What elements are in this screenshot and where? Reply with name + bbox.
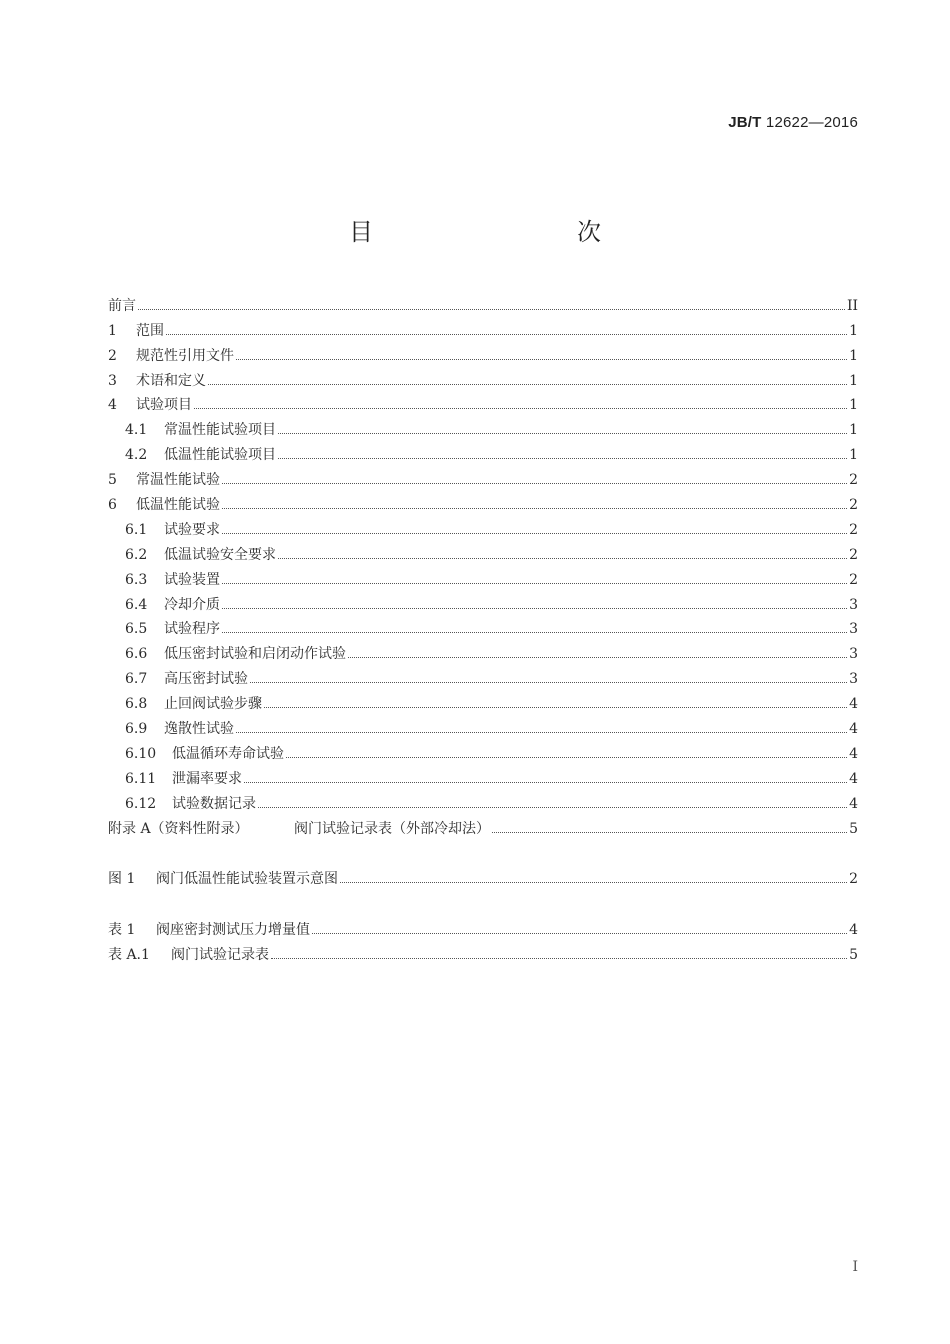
dot-leader xyxy=(244,781,847,783)
toc-entry-page: 5 xyxy=(849,820,858,837)
dot-leader xyxy=(258,806,847,808)
toc-entry-label: 泄漏率要求 xyxy=(172,770,242,787)
toc-entry[interactable] xyxy=(108,614,858,639)
toc-entry-number: 6.11 xyxy=(125,770,157,787)
toc-entry[interactable] xyxy=(108,688,858,713)
toc-entry-page: 3 xyxy=(849,596,858,613)
dot-leader xyxy=(236,731,847,733)
section-gap xyxy=(108,888,858,914)
dot-leader xyxy=(166,333,847,335)
toc-entry-number: 6.5 xyxy=(125,621,148,638)
toc-entry-label: 止回阀试验步骤 xyxy=(164,696,262,713)
toc-entry-number: 5 xyxy=(108,472,117,489)
toc-entry[interactable] xyxy=(108,763,858,788)
toc-entry[interactable] xyxy=(108,290,858,315)
toc-entry[interactable] xyxy=(108,788,858,813)
toc-entry-number: 4.2 xyxy=(125,447,148,464)
dot-leader xyxy=(278,432,847,434)
toc-entry-label: 试验程序 xyxy=(164,621,220,638)
table-entry[interactable] xyxy=(108,939,858,964)
toc-entry-number: 6.3 xyxy=(125,571,148,588)
toc-entry[interactable] xyxy=(108,464,858,489)
dot-leader xyxy=(222,507,847,509)
toc-entry-page: 3 xyxy=(849,621,858,638)
toc-entry-label: 试验要求 xyxy=(164,521,220,538)
dot-leader xyxy=(278,557,847,559)
dot-leader xyxy=(194,407,847,409)
standard-code-prefix: JB/T xyxy=(728,114,762,131)
dot-leader xyxy=(222,631,847,633)
table-entry-number: 表 A.1 xyxy=(108,947,150,964)
toc-entry-label: 冷却介质 xyxy=(164,596,220,613)
toc-entry-page: 1 xyxy=(849,397,858,414)
dot-leader xyxy=(278,457,847,459)
page-number: I xyxy=(852,1259,858,1275)
toc-entry-page: 3 xyxy=(849,671,858,688)
toc-entry-label: 范围 xyxy=(136,322,164,339)
dot-leader xyxy=(208,383,847,385)
figure-entry-number: 图 1 xyxy=(108,871,136,888)
dot-leader xyxy=(138,308,845,310)
dot-leader xyxy=(250,681,847,683)
dot-leader xyxy=(222,482,847,484)
table-entry-page: 4 xyxy=(849,922,858,939)
table-entry-page: 5 xyxy=(849,947,858,964)
toc-entry[interactable] xyxy=(108,365,858,390)
dot-leader xyxy=(236,358,847,360)
toc-entry-label: 低温性能试验 xyxy=(136,497,220,514)
toc-entry-label: 术语和定义 xyxy=(136,372,206,389)
toc-entry-label: 前言 xyxy=(108,297,136,314)
figure-entry-page: 2 xyxy=(849,871,858,888)
toc-entry-number: 6.8 xyxy=(125,696,148,713)
toc-entry-page: 1 xyxy=(849,347,858,364)
toc-title: 目 次 xyxy=(349,218,653,246)
toc-entry-page: 4 xyxy=(849,721,858,738)
toc-entry-number: 6.6 xyxy=(125,646,148,663)
toc-entry-number: 附录 A（资料性附录） xyxy=(108,820,249,837)
toc-entry-page: 3 xyxy=(849,646,858,663)
toc-entry-number: 2 xyxy=(108,347,117,364)
table-entry-number: 表 1 xyxy=(108,922,136,939)
toc-entry-label: 低压密封试验和启闭动作试验 xyxy=(164,646,346,663)
toc-entry-number: 6.12 xyxy=(125,795,157,812)
toc-entry[interactable] xyxy=(108,315,858,340)
toc-entry-page: 4 xyxy=(849,745,858,762)
toc-entry[interactable] xyxy=(108,713,858,738)
toc-entry[interactable] xyxy=(108,539,858,564)
toc-entry[interactable] xyxy=(108,638,858,663)
dot-leader xyxy=(492,831,847,833)
dot-leader xyxy=(222,582,847,584)
toc-entry-page: 2 xyxy=(849,472,858,489)
dot-leader xyxy=(286,756,847,758)
toc-entry-page: 2 xyxy=(849,497,858,514)
toc-entry[interactable] xyxy=(108,564,858,589)
toc-entry-number: 6.10 xyxy=(125,745,157,762)
toc-entry-number: 6.9 xyxy=(125,721,148,738)
standard-code xyxy=(728,114,858,131)
section-gap xyxy=(108,838,858,864)
toc-entry-number: 6.4 xyxy=(125,596,148,613)
toc-entry-page: 1 xyxy=(849,422,858,439)
dot-leader xyxy=(222,607,847,609)
toc-entry-page: 4 xyxy=(849,770,858,787)
figure-entry-label: 阀门低温性能试验装置示意图 xyxy=(156,871,338,888)
standard-code-number: 12622—2016 xyxy=(765,114,858,131)
toc-entry-number: 6.1 xyxy=(125,521,148,538)
toc-entry-page: 1 xyxy=(849,372,858,389)
toc-entry-label: 常温性能试验项目 xyxy=(164,422,276,439)
toc-entry-label: 低温循环寿命试验 xyxy=(172,745,284,762)
toc-entry[interactable] xyxy=(108,514,858,539)
dot-leader xyxy=(348,656,847,658)
toc-entry-label: 常温性能试验 xyxy=(136,472,220,489)
toc-entry-label: 规范性引用文件 xyxy=(136,347,234,364)
figure-entry[interactable] xyxy=(108,864,858,889)
table-of-contents xyxy=(108,290,858,964)
toc-entry-label: 试验数据记录 xyxy=(172,795,256,812)
toc-entry[interactable] xyxy=(108,390,858,415)
toc-entry-page: 2 xyxy=(849,546,858,563)
toc-entry-number: 6.7 xyxy=(125,671,148,688)
dot-leader xyxy=(340,881,847,883)
toc-entry-label: 试验项目 xyxy=(136,397,192,414)
toc-entry-page: II xyxy=(846,297,858,314)
toc-entry-label: 阀门试验记录表（外部冷却法） xyxy=(294,820,490,837)
toc-entry-page: 2 xyxy=(849,521,858,538)
toc-entry[interactable] xyxy=(108,489,858,514)
toc-entry[interactable] xyxy=(108,414,858,439)
table-entry[interactable] xyxy=(108,914,858,939)
toc-entry-page: 2 xyxy=(849,571,858,588)
toc-entry-number: 4.1 xyxy=(125,422,148,439)
table-entry-label: 阀座密封测试压力增量值 xyxy=(156,922,310,939)
toc-entry-page: 1 xyxy=(849,447,858,464)
toc-entry[interactable] xyxy=(108,813,858,838)
toc-entry-number: 3 xyxy=(108,372,117,389)
dot-leader xyxy=(312,932,847,934)
toc-entry-number: 6.2 xyxy=(125,546,148,563)
toc-entry-label: 高压密封试验 xyxy=(164,671,248,688)
dot-leader xyxy=(271,957,847,959)
dot-leader xyxy=(264,706,847,708)
dot-leader xyxy=(222,532,847,534)
toc-entry-page: 4 xyxy=(849,696,858,713)
toc-entry-page: 4 xyxy=(849,795,858,812)
toc-entry[interactable] xyxy=(108,663,858,688)
toc-entry-number: 1 xyxy=(108,322,117,339)
toc-entry-label: 试验装置 xyxy=(164,571,220,588)
toc-entry[interactable] xyxy=(108,589,858,614)
toc-entry-label: 逸散性试验 xyxy=(164,721,234,738)
toc-entry-number: 6 xyxy=(108,497,117,514)
toc-entry-number: 4 xyxy=(108,397,117,414)
toc-entry-label: 低温试验安全要求 xyxy=(164,546,276,563)
toc-entry-page: 1 xyxy=(849,322,858,339)
table-entry-label: 阀门试验记录表 xyxy=(171,947,269,964)
toc-entry[interactable] xyxy=(108,738,858,763)
toc-entry-label: 低温性能试验项目 xyxy=(164,447,276,464)
toc-entry[interactable] xyxy=(108,340,858,365)
toc-entry[interactable] xyxy=(108,439,858,464)
